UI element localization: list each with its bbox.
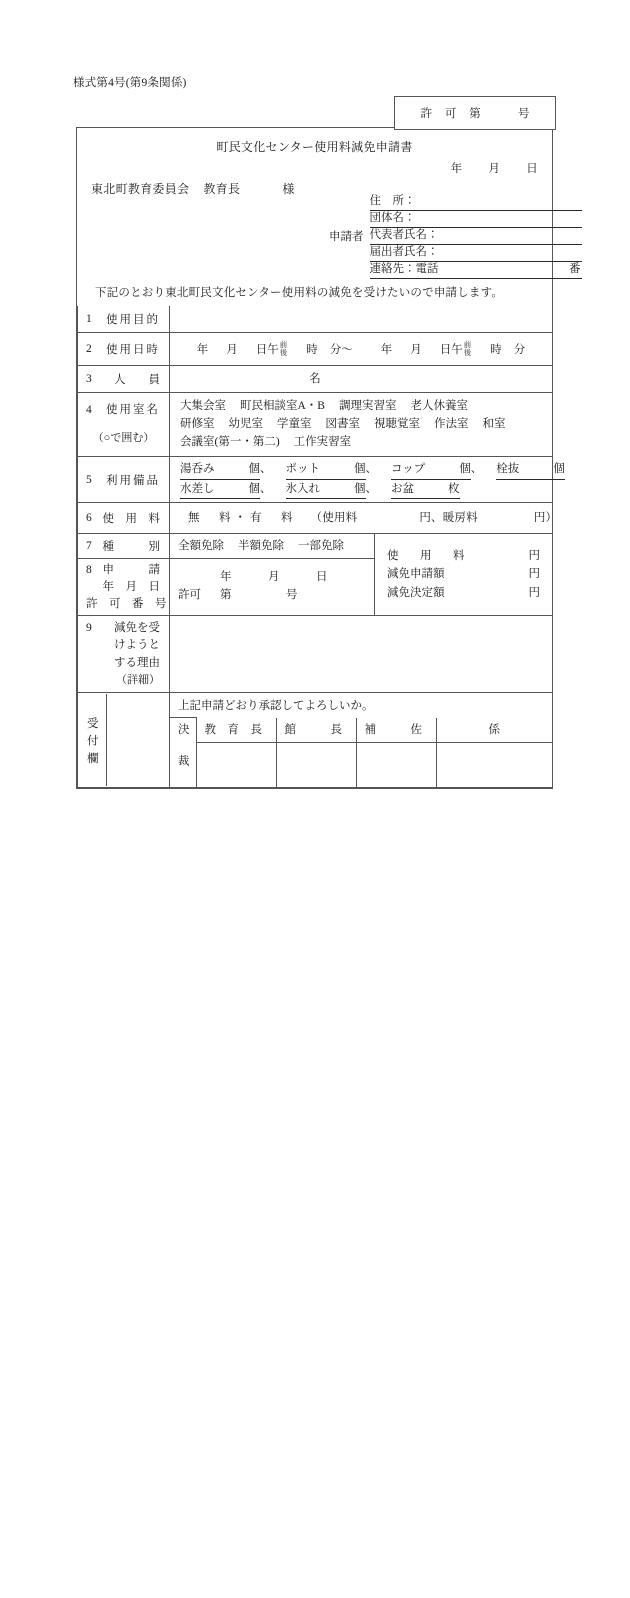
date-year-label: 年	[450, 163, 463, 175]
representative-name-label: 代表者氏名：	[369, 229, 439, 241]
permit-label-line	[78, 596, 169, 613]
equipment-value-cell[interactable]	[170, 457, 565, 503]
sig-body-hosa[interactable]	[356, 742, 436, 787]
room-row-number: 4	[86, 404, 92, 417]
datetime-end	[381, 341, 526, 357]
page-title: 町民文化センター使用料減免申請書	[216, 140, 413, 154]
equipment-separator: 、	[260, 463, 272, 476]
equipment-item[interactable]	[286, 480, 366, 499]
room-option[interactable]: 幼児室	[228, 417, 263, 430]
equipment-name: 湯呑み	[180, 463, 215, 476]
applicant-label: 申請者	[329, 230, 364, 243]
fee-label-cell	[78, 503, 170, 534]
approval-cell	[170, 693, 553, 788]
equipment-name: 水差し	[180, 482, 215, 495]
phone-label: 連絡先：電話	[369, 263, 439, 275]
submission-date-line	[77, 155, 552, 176]
fee-value-cell[interactable]	[170, 503, 558, 534]
addressee-honorific: 様	[282, 182, 295, 196]
start-day-label: 日午	[255, 344, 279, 356]
date-day-label: 日	[526, 163, 538, 175]
equipment-unit: 個	[553, 463, 565, 476]
exemption-option-half[interactable]: 半額免除	[238, 540, 284, 553]
exemption-options	[170, 534, 374, 558]
form-table	[77, 306, 565, 788]
room-label-cell	[78, 393, 170, 457]
addressee-post: 教育長	[203, 182, 241, 196]
signature-table	[170, 717, 552, 787]
type-value-cell[interactable]	[170, 534, 375, 559]
equipment-item[interactable]	[180, 480, 260, 499]
permit-go-label: 号	[286, 588, 298, 601]
permit-label-line	[78, 579, 169, 596]
end-pm-label: 後	[463, 348, 472, 357]
equipment-name: 栓抜	[496, 463, 520, 476]
equipment-item[interactable]	[286, 460, 366, 479]
reason-label-1: 減免を受	[114, 622, 160, 635]
fee-label: 使 用 料	[102, 513, 160, 526]
equipment-name: お盆	[391, 482, 414, 495]
permit-value-cell[interactable]	[170, 559, 375, 616]
table-row	[78, 503, 553, 534]
table-row	[78, 333, 553, 366]
applicant-block	[329, 194, 582, 279]
type-row-number: 7	[86, 540, 92, 553]
table-row	[78, 366, 553, 393]
room-line	[180, 398, 552, 416]
reason-label-3: する理由	[114, 656, 160, 669]
reception-input-cell[interactable]	[106, 694, 169, 786]
organization-name-field[interactable]	[370, 211, 582, 228]
end-hour-label: 時	[490, 344, 502, 356]
room-label-group	[78, 396, 169, 453]
phone-field[interactable]	[370, 262, 582, 279]
type-label-cell	[78, 534, 170, 559]
equipment-unit: 枚	[448, 482, 460, 495]
amount-row-requested	[387, 565, 542, 584]
persons-label-cell	[78, 366, 170, 393]
reception-inner-table	[78, 694, 169, 786]
permit-label-3: 許 可 番 号	[86, 597, 167, 610]
end-ampm-toggle[interactable]	[464, 341, 472, 356]
fee-usage-label: （使用料	[310, 512, 358, 525]
room-option[interactable]: 視聴覚室	[374, 417, 420, 430]
exemption-option-partial[interactable]: 一部免除	[298, 540, 344, 553]
equipment-label: 利用備品	[106, 474, 160, 487]
room-value-cell[interactable]	[170, 393, 553, 457]
persons-row-number: 3	[86, 373, 92, 385]
permit-day-label: 日	[316, 571, 328, 584]
phone-suffix: 番	[569, 263, 581, 275]
amount-row-decided	[387, 584, 542, 603]
reason-label-line	[78, 637, 169, 654]
amount-unit: 円	[528, 549, 541, 562]
datetime-value-cell[interactable]	[170, 333, 553, 366]
fee-heating-label: 円、暖房料	[419, 512, 478, 525]
table-row	[78, 393, 553, 457]
equipment-unit: 個	[248, 463, 260, 476]
end-month-label: 月	[410, 344, 422, 356]
purpose-value	[170, 306, 552, 332]
amount-unit: 円	[528, 587, 541, 600]
purpose-label-cell	[78, 306, 170, 333]
fee-close-label: 円）	[533, 512, 558, 525]
reason-label-line	[78, 655, 169, 672]
start-month-label: 月	[226, 344, 238, 356]
request-statement: 下記のとおり東北町民文化センター使用料の減免を受けたいので申請します。	[95, 287, 504, 299]
reason-label-cell	[78, 616, 170, 693]
equipment-name: ポット	[285, 463, 320, 476]
sig-col-label: 係	[488, 723, 501, 736]
start-ampm-toggle[interactable]	[280, 341, 288, 356]
equipment-unit: 個	[354, 482, 366, 495]
permit-label-cell	[78, 559, 170, 616]
table-row	[78, 534, 553, 559]
reason-label-4: （詳細）	[116, 673, 160, 686]
reception-label: 受付欄	[85, 716, 98, 770]
amount-row-usage-fee	[387, 547, 542, 566]
sig-body-kancho[interactable]	[276, 742, 356, 787]
permit-label-line	[78, 562, 169, 579]
equipment-separator: 、	[260, 482, 272, 495]
equipment-label-cell	[78, 457, 170, 503]
fee-row-number: 6	[86, 512, 92, 525]
permit-row-number: 8	[86, 564, 92, 577]
exemption-option-full[interactable]: 全額免除	[178, 540, 224, 553]
room-option[interactable]: 作法室	[434, 417, 469, 430]
application-form	[76, 127, 581, 789]
equipment-name: 氷入れ	[285, 482, 320, 495]
room-option[interactable]: 和室	[482, 417, 506, 430]
sig-header-hosa	[356, 718, 436, 743]
decision-label: 決裁	[176, 723, 189, 787]
room-option[interactable]: 町民相談室A・B	[240, 400, 325, 412]
room-option[interactable]: 研修室	[180, 417, 215, 430]
start-am-label: 前	[279, 340, 288, 350]
table-row	[78, 693, 553, 788]
sig-col-label: 館 長	[284, 723, 342, 736]
permit-dai-label: 第	[220, 588, 232, 601]
permit-fields	[170, 567, 374, 607]
start-year-label: 年	[196, 344, 209, 356]
datetime-row-number: 2	[86, 343, 92, 355]
reception-label-cell	[78, 694, 106, 786]
room-list	[170, 393, 552, 456]
purpose-label: 使用目的	[106, 314, 160, 326]
submitter-name-field[interactable]	[370, 245, 582, 262]
equipment-item[interactable]	[391, 460, 471, 479]
form-header	[77, 128, 581, 306]
equipment-unit: 個	[248, 482, 260, 495]
datetime-label: 使用日時	[106, 344, 160, 356]
sig-header-kyoikucho	[196, 718, 276, 743]
permit-word-label: 許可	[178, 588, 201, 601]
fee-fields	[170, 503, 558, 533]
persons-label: 人 員	[114, 374, 160, 386]
amount-label: 減免決定額	[387, 587, 445, 600]
amount-unit: 円	[528, 568, 541, 581]
equipment-unit: 個	[354, 463, 366, 476]
sig-body-kakari[interactable]	[436, 742, 552, 787]
reason-label-line	[78, 672, 169, 689]
applicant-fields	[370, 194, 582, 279]
end-year-label: 年	[380, 344, 393, 356]
room-option[interactable]: 大集会室	[180, 400, 226, 412]
representative-name-field[interactable]	[370, 228, 582, 245]
reception-cell	[78, 693, 170, 788]
end-day-label: 日午	[439, 344, 463, 356]
end-minute-label: 分	[513, 344, 526, 356]
sig-header-kancho	[276, 718, 356, 743]
decision-label-wrap	[170, 719, 196, 787]
reason-row-number: 9	[86, 622, 92, 635]
reason-label-group	[78, 616, 169, 692]
equipment-separator: 、	[470, 463, 483, 476]
fee-choice[interactable]: 無 料・有 料	[188, 512, 297, 525]
permit-number-line	[178, 587, 374, 604]
equipment-line	[180, 460, 565, 479]
permit-month-label: 月	[268, 571, 280, 584]
room-label-line	[78, 402, 169, 419]
sig-col-label: 教 育 長	[204, 723, 262, 736]
permit-number-box	[394, 96, 556, 130]
amounts-cell[interactable]	[375, 534, 553, 616]
equipment-separator: 、	[365, 482, 377, 495]
sig-col-label: 補 佐	[364, 723, 422, 736]
room-line	[180, 434, 552, 452]
room-line	[180, 416, 552, 434]
addressee-org: 東北町教育委員会	[91, 182, 190, 196]
table-row	[78, 616, 553, 693]
persons-value-cell[interactable]	[170, 366, 553, 393]
table-row	[78, 457, 553, 503]
permit-label-1: 申 請	[102, 564, 160, 577]
submitter-name-label: 届出者氏名：	[369, 246, 439, 258]
room-option[interactable]: 工作実習室	[293, 435, 352, 448]
amounts-list	[375, 543, 552, 607]
type-label: 種 別	[102, 541, 160, 554]
equipment-item[interactable]	[496, 460, 565, 479]
reason-label-2: けようと	[114, 639, 160, 652]
purpose-value-cell[interactable]	[170, 306, 553, 333]
equipment-list	[170, 457, 565, 502]
datetime-fields	[170, 333, 552, 365]
equipment-row-number: 5	[86, 473, 92, 486]
persons-unit: 名	[309, 373, 321, 385]
equipment-unit: 個	[459, 463, 471, 476]
sig-header-kakari	[436, 718, 552, 743]
equipment-item[interactable]	[180, 460, 260, 479]
reason-value-cell[interactable]	[170, 616, 553, 693]
permit-number-label: 許 可 第 号	[420, 108, 535, 120]
permit-date-line	[178, 569, 374, 586]
table-row	[78, 306, 553, 333]
amount-label: 使 用 料	[387, 549, 470, 562]
equipment-line	[180, 480, 552, 499]
purpose-row-number: 1	[86, 313, 92, 325]
end-am-label: 前	[463, 340, 472, 350]
sig-body-kyoikucho[interactable]	[196, 742, 276, 787]
reason-label-line	[78, 620, 169, 637]
address-field[interactable]	[370, 194, 582, 211]
address-label: 住 所：	[369, 195, 416, 207]
decision-label-cell	[170, 718, 196, 787]
datetime-label-cell	[78, 333, 170, 366]
room-option[interactable]: 調理実習室	[338, 400, 397, 412]
organization-name-label: 団体名：	[369, 212, 416, 224]
room-option[interactable]: 学童室	[277, 417, 312, 430]
room-option[interactable]: 老人休養室	[410, 400, 468, 412]
equipment-item[interactable]	[391, 480, 460, 499]
equipment-separator: 、	[365, 463, 377, 476]
permit-label-group	[78, 559, 169, 615]
room-option[interactable]: 会議室(第一・第二)	[180, 435, 280, 448]
room-sub-label: （○で囲む）	[92, 432, 155, 445]
start-minute-label: 分〜	[329, 344, 353, 356]
permit-year-label: 年	[220, 571, 232, 584]
start-hour-label: 時	[306, 344, 318, 356]
amount-label: 減免申請額	[387, 568, 445, 581]
room-label: 使用室名	[106, 404, 160, 417]
approval-question: 上記申請どおり承認してよろしいか。	[178, 700, 374, 713]
room-option[interactable]: 図書室	[325, 417, 360, 430]
sig-col-label-wrap	[437, 718, 553, 742]
equipment-name: コップ	[391, 463, 426, 476]
date-month-label: 月	[488, 163, 501, 175]
form-number: 様式第4号(第9条関係)	[73, 77, 187, 89]
permit-label-2: 年 月 日	[102, 580, 160, 593]
reception-label-wrap	[78, 694, 106, 786]
start-pm-label: 後	[279, 348, 288, 357]
datetime-start	[197, 341, 353, 357]
